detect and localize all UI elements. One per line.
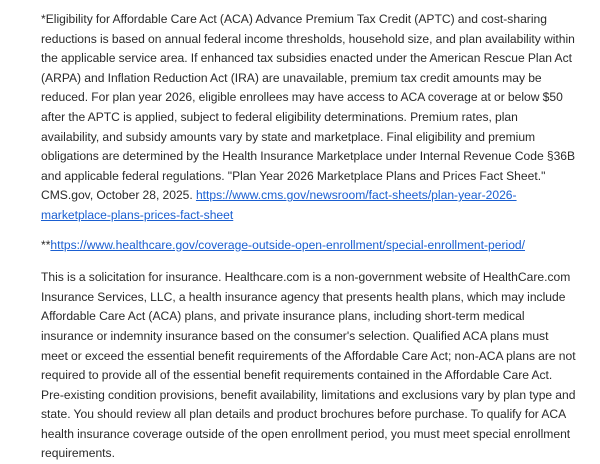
aptc-eligibility-disclaimer xyxy=(41,10,576,226)
solicitation-disclaimer: This is a solicitation for insurance. Healthcare.com is a non-government website of HealthCare.com Insurance Services, LLC, a health insurance agency that presents health plans, which may include Affordable Care Act (ACA) plans, and private insurance plans, including short-term medical insurance or indemnity insurance based on the consumer's selection. Qualified ACA plans must meet or exceed the essential benefit requirements of the Affordable Care Act; non-ACA plans are not required to provide all of the essential benefit requirements contained in the Affordable Care Act. Pre-existing condition provisions, benefit availability, limitations and exclusions vary by plan type and state. You should review all plan details and product brochures before purchase. To qualify for ACA health insurance coverage outside of the open enrollment period, you must meet special enrollment requirements. xyxy=(41,270,576,461)
special-enrollment-link[interactable]: https://www.healthcare.gov/coverage-outside-open-enrollment/special-enrollment-period/ xyxy=(50,237,526,252)
aptc-disclaimer-text: *Eligibility for Affordable Care Act (ACA) Advance Premium Tax Credit (APTC) and cost-sharing reductions is based on annual federal income thresholds, household size, and plan availability within the applicable service area. If enhanced tax subsidies enacted under the American Rescue Plan Act (ARPA) and Inflation Reduction Act (IRA) are unavailable, premium tax credit amounts may be reduced. For plan year 2026, eligible enrollees may have access to ACA coverage at or below $50 after the APTC is applied, subject to federal eligibility determinations. Premium rates, plan availability, and subsidy amounts vary by state and marketplace. Final eligibility and premium obligations are determined by the Health Insurance Marketplace under Internal Revenue Code §36B and applicable federal regulations. "Plan Year 2026 Marketplace Plans and Prices Fact Sheet." CMS.gov, October 28, 2025. xyxy=(41,12,576,203)
footnote-marker: ** xyxy=(41,237,51,252)
special-enrollment-note xyxy=(41,236,576,256)
cms-fact-sheet-link[interactable]: https://www.cms.gov/newsroom/fact-sheets/plan-year-2026-marketplace-plans-prices-fact-sheet xyxy=(41,188,517,222)
